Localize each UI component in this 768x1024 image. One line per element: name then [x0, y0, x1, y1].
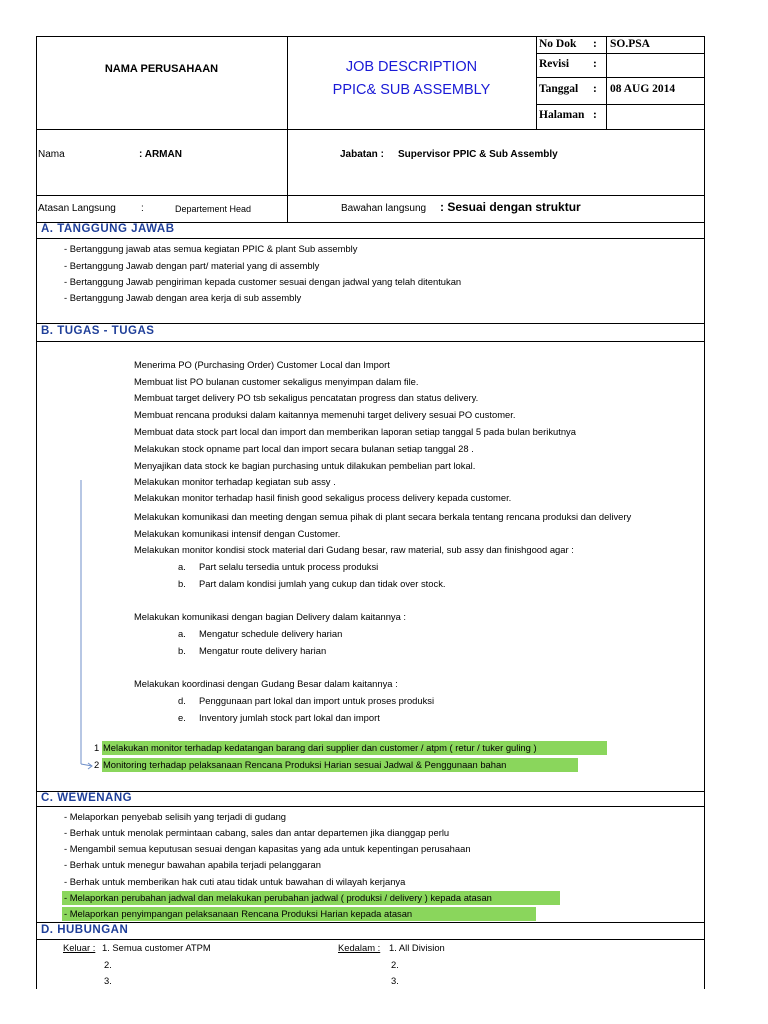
task-item: Melakukan monitor kondisi stock material dari Gudang besar, raw material, sub assy dan finishgood agar : — [134, 544, 574, 555]
task-item: Melakukan komunikasi dan meeting dengan semua pihak di plant secara berkala tentang rencana produksi dan delivery — [134, 511, 632, 522]
sub-item: Penggunaan part lokal dan import untuk proses produksi — [199, 695, 435, 706]
meta-label-tanggal: Tanggal — [539, 83, 579, 95]
nama-label: Nama — [38, 149, 65, 160]
list-item: - Mengambil semua keputusan sesuai dengan kapasitas yang ada untuk kepentingan perusahaan — [64, 843, 471, 854]
sub-letter: b. — [178, 578, 186, 589]
highlight-task: Melakukan monitor terhadap kedatangan barang dari supplier dan customer / atpm ( retur / tuker guling ) — [103, 742, 537, 753]
sub-item: Part selalu tersedia untuk process produksi — [199, 561, 379, 572]
bawahan-value: : Sesuai dengan struktur — [440, 200, 581, 214]
jabatan-label: Jabatan : — [340, 149, 384, 160]
kedalam-label: Kedalam : — [338, 942, 381, 953]
task-item: Membuat target delivery PO tsb sekaligus pencatatan progress dan status delivery. — [134, 392, 479, 403]
sub-item: Inventory jumlah stock part lokal dan import — [199, 712, 380, 723]
meta-colon-nodok: : — [593, 38, 597, 50]
list-item: - Berhak untuk menolak permintaan cabang, sales dan antar departemen jika dianggap perlu — [64, 827, 450, 838]
task-item: Menyajikan data stock ke bagian purchasing untuk dilakukan pembelian part lokal. — [134, 460, 476, 471]
meta-colon-halaman: : — [593, 109, 597, 121]
keluar-item: 1. Semua customer ATPM — [102, 942, 211, 953]
atasan-colon: : — [141, 203, 144, 214]
task-item: Melakukan monitor terhadap hasil finish good sekaligus process delivery kepada customer. — [134, 492, 512, 503]
kedalam-item: 1. All Division — [389, 942, 445, 953]
keluar-item: 3. — [104, 975, 112, 986]
sub-letter: e. — [178, 712, 186, 723]
meta-value-tanggal: 08 AUG 2014 — [610, 83, 676, 95]
task-item: Melakukan stock opname part local dan import secara bulanan setiap tanggal 28 . — [134, 443, 474, 454]
sub-letter: a. — [178, 628, 186, 639]
list-item: - Bertanggung Jawab pengiriman kepada customer sesuai dengan jadwal yang telah ditentukan — [64, 276, 462, 287]
highlight-item: - Melaporkan penyimpangan pelaksanaan Rencana Produksi Harian kepada atasan — [64, 908, 413, 919]
doc-subtitle: PPIC& SUB ASSEMBLY — [332, 82, 491, 98]
highlight-item: - Melaporkan perubahan jadwal dan melakukan perubahan jadwal ( produksi / delivery ) kepada atasan — [64, 892, 492, 903]
highlight-task: Monitoring terhadap pelaksanaan Rencana Produksi Harian sesuai Jadwal & Penggunaan bahan — [103, 759, 507, 770]
sub-letter: d. — [178, 695, 186, 706]
sub-letter: a. — [178, 561, 186, 572]
highlight-number: 2 — [94, 759, 100, 770]
task-item: Melakukan komunikasi intensif dengan Customer. — [134, 528, 341, 539]
bawahan-label: Bawahan langsung — [341, 203, 427, 214]
connector-arrow-icon — [76, 478, 96, 774]
nama-value: : ARMAN — [139, 149, 182, 160]
meta-colon-tanggal: : — [593, 83, 597, 95]
list-item: - Berhak untuk menegur bawahan apabila terjadi pelanggaran — [64, 859, 321, 870]
task-item: Membuat rencana produksi dalam kaitannya memenuhi target delivery sesuai PO customer. — [134, 409, 516, 420]
task-item: Menerima PO (Purchasing Order) Customer Local dan Import — [134, 359, 390, 370]
meta-label-nodok: No Dok — [539, 38, 577, 50]
section-d-title: D. HUBUNGAN — [41, 924, 129, 936]
keluar-label: Keluar : — [63, 942, 96, 953]
list-item: - Berhak untuk memberikan hak cuti atau tidak untuk bawahan di wilayah kerjanya — [64, 876, 406, 887]
section-c-title: C. WEWENANG — [41, 792, 133, 804]
task-item: Membuat list PO bulanan customer sekaligus menyimpan dalam file. — [134, 376, 419, 387]
list-item: - Bertanggung jawab atas semua kegiatan PPIC & plant Sub assembly — [64, 243, 358, 254]
sub-item: Mengatur schedule delivery harian — [199, 628, 343, 639]
task-item: Melakukan monitor terhadap kegiatan sub assy . — [134, 476, 336, 487]
company-name: NAMA PERUSAHAAN — [104, 63, 219, 75]
gudang-intro: Melakukan koordinasi dengan Gudang Besar dalam kaitannya : — [134, 678, 398, 689]
list-item: - Bertanggung Jawab dengan area kerja di sub assembly — [64, 292, 302, 303]
sub-item: Part dalam kondisi jumlah yang cukup dan tidak over stock. — [199, 578, 446, 589]
list-item: - Melaporkan penyebab selisih yang terjadi di gudang — [64, 811, 287, 822]
sub-letter: b. — [178, 645, 186, 656]
kedalam-item: 2. — [391, 959, 399, 970]
kedalam-item: 3. — [391, 975, 399, 986]
task-item: Membuat data stock part local dan import dan memberikan laporan setiap tanggal 5 pada bulan berikutnya — [134, 426, 576, 437]
atasan-value: Departement Head — [175, 204, 252, 214]
section-b-title: B. TUGAS - TUGAS — [41, 325, 155, 337]
delivery-intro: Melakukan komunikasi dengan bagian Delivery dalam kaitannya : — [134, 611, 407, 622]
meta-value-nodok: SO.PSA — [610, 38, 650, 50]
atasan-label: Atasan Langsung — [38, 203, 116, 214]
meta-label-revisi: Revisi — [539, 58, 570, 70]
keluar-item: 2. — [104, 959, 112, 970]
meta-label-halaman: Halaman — [539, 109, 585, 121]
sub-item: Mengatur route delivery harian — [199, 645, 327, 656]
doc-title: JOB DESCRIPTION — [345, 59, 478, 75]
list-item: - Bertanggung Jawab dengan part/ material yang di assembly — [64, 260, 320, 271]
highlight-number: 1 — [94, 742, 100, 753]
jabatan-value: Supervisor PPIC & Sub Assembly — [398, 149, 558, 160]
meta-colon-revisi: : — [593, 58, 597, 70]
section-a-title: A. TANGGUNG JAWAB — [41, 223, 175, 235]
